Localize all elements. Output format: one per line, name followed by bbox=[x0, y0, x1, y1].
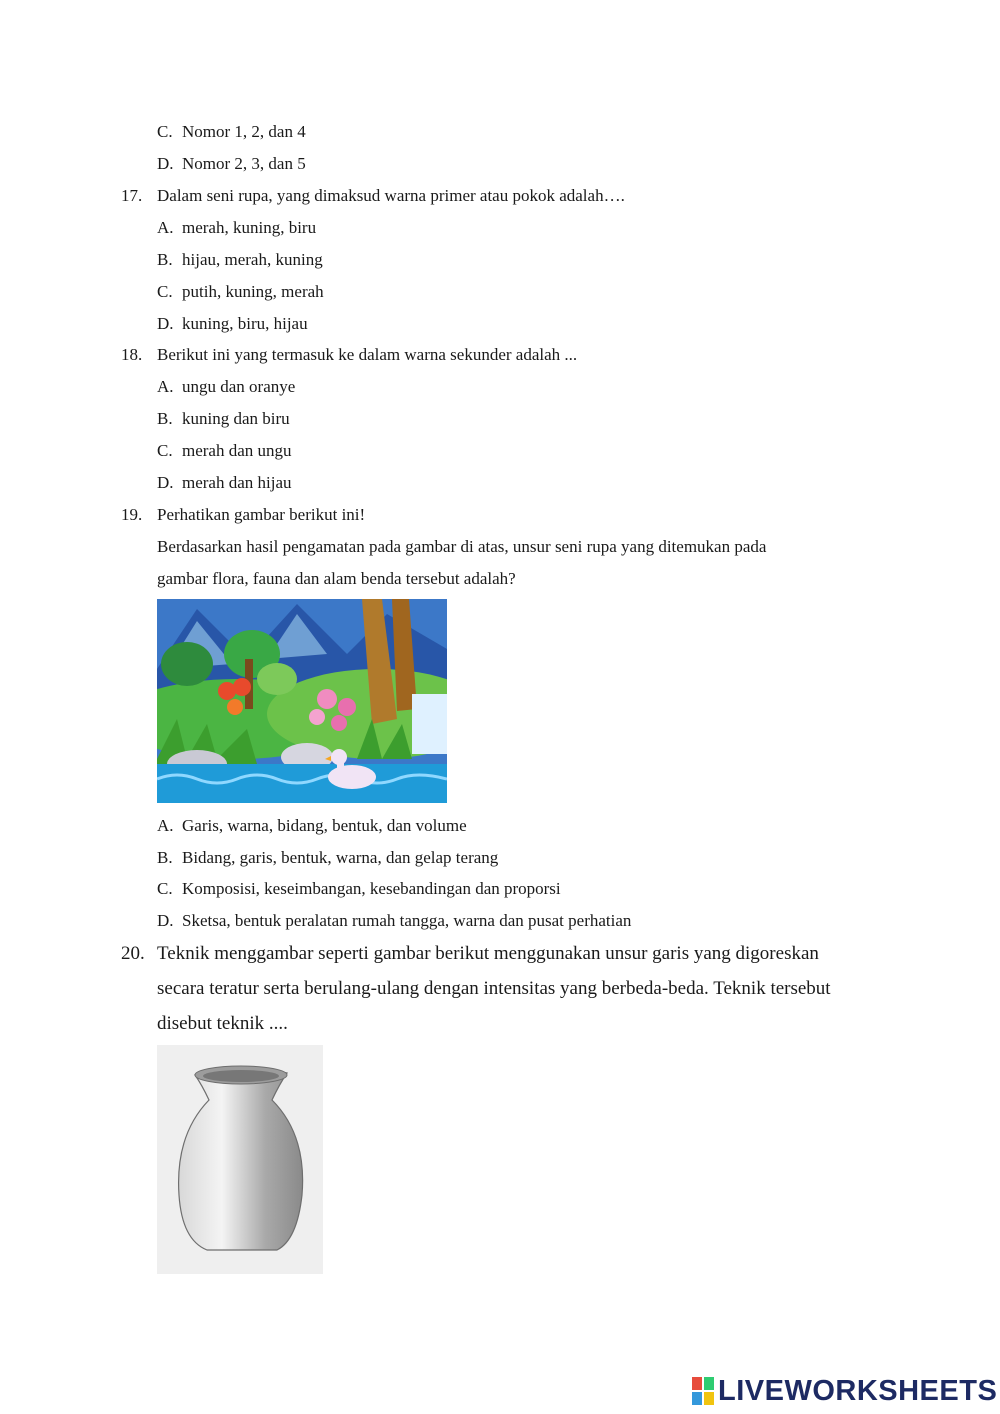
vase-drawing-svg bbox=[157, 1045, 323, 1274]
liveworksheets-logo bbox=[692, 1374, 997, 1408]
q18-text: Berikut ini yang termasuk ke dalam warna sekunder adalah ... bbox=[157, 345, 578, 364]
liveworksheets-logo-icon bbox=[692, 1377, 714, 1405]
q17-text: Dalam seni rupa, yang dimaksud warna primer atau pokok adalah…. bbox=[157, 186, 625, 205]
landscape-painting-image bbox=[157, 599, 447, 803]
vase-drawing-image bbox=[157, 1045, 323, 1274]
landscape-painting-svg bbox=[157, 599, 447, 803]
q18-number: 18. bbox=[121, 345, 143, 364]
q19-text: Perhatikan gambar berikut ini! bbox=[157, 505, 366, 524]
brand-name: LIVEWORKSHEETS bbox=[718, 1374, 998, 1407]
q19-number: 19. bbox=[121, 505, 143, 524]
q17-number: 17. bbox=[121, 186, 143, 205]
q20-number: 20. bbox=[121, 943, 145, 964]
